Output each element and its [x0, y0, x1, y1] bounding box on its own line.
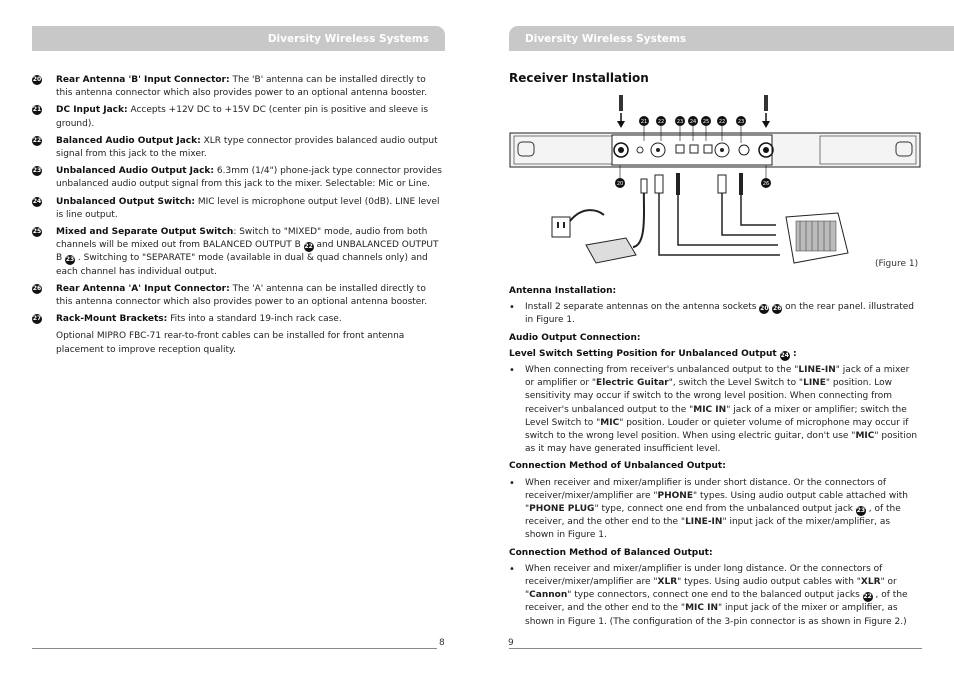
bullet-bold: LINE-IN — [685, 517, 723, 528]
figure-caption: (Figure 1) — [875, 259, 919, 269]
item-text: 6.3mm (1/4") phone-jack type connector provides unbalanced audio output signal from this jack to the mixer. Selectable: Mic or Line. — [56, 166, 442, 190]
bullet-bold: MIC IN — [685, 603, 718, 614]
item-text: The 'B' antenna can be installed directly to this antenna connector which also provides power to an optional antenna booster. — [56, 75, 428, 99]
section-title: Receiver Installation — [509, 71, 649, 85]
item-text: XLR type connector provides balanced audio output signal from this jack to the mixer. — [56, 135, 438, 160]
bullet-text: " or " — [525, 577, 897, 601]
list-item — [32, 165, 442, 191]
bullet-bold: PHONE PLUG — [529, 504, 595, 515]
level-heading-colon: : — [789, 348, 797, 359]
bullet-text: " position. Low sensitivity may occur if switch to the wrong level position. When connecting from receiver's unbalanced output to the " — [525, 378, 893, 415]
list-item — [32, 104, 442, 130]
bullet-text: " types. Using audio output cables with " — [677, 577, 861, 588]
item-text: The 'A' antenna can be installed directly to this antenna connector which also provides power to an optional antenna booster. — [56, 283, 428, 308]
callout-label: 24 — [689, 119, 697, 125]
callout-number: 20 — [32, 76, 42, 83]
inline-callout: 23 — [65, 256, 75, 264]
callout-number: 24 — [32, 197, 42, 205]
bullet-bold: MIC IN — [693, 404, 727, 415]
callout-label: 20 — [616, 181, 624, 187]
callout-bottom-2 — [761, 165, 771, 188]
item-title: Rear Antenna 'B' Input Connector: — [56, 75, 230, 85]
left-header-title: Diversity Wireless Systems — [267, 32, 429, 45]
item-title: Unbalanced Output Switch: — [56, 196, 195, 207]
item-title: Balanced Audio Output Jack: — [56, 135, 201, 146]
antenna-heading: Antenna Installation: — [509, 286, 617, 296]
list-item — [32, 74, 442, 100]
balanced-heading: Connection Method of Balanced Output: — [509, 547, 713, 558]
list-item — [32, 283, 442, 309]
level-heading — [509, 348, 921, 361]
level-heading-text: Level Switch Setting Position for Unbalanced Output — [509, 348, 780, 359]
unbalanced-bullet — [509, 477, 921, 543]
list-item — [32, 226, 442, 279]
callout-label: 23 — [737, 119, 745, 125]
list-item — [32, 135, 442, 161]
item-text: MIC level is microphone output level (0dB). LINE level is line output. — [56, 196, 440, 220]
bullet-text: " jack of a mixer or amplifier; switch the Level Switch to " — [525, 404, 907, 428]
bullet-text: " type, connect one end from the unbalanced output jack — [594, 504, 856, 515]
receiver-rear-panel — [510, 133, 920, 167]
callout-label: 23 — [676, 119, 684, 125]
inline-callout: 26 — [773, 305, 782, 313]
item-text: . Switching to "SEPARATE" mode (available in dual & quad channels only) and each channel has individual output. — [56, 253, 428, 277]
bullet-bold: LINE — [803, 378, 826, 389]
bullet-text: " jack of a mixer or amplifier or " — [525, 365, 910, 389]
inline-callout: 23 — [856, 507, 866, 515]
left-header-bar — [32, 26, 445, 51]
callout-number: 21 — [32, 106, 42, 114]
bullet-text: When receiver and mixer/amplifier is under long distance. Or the connectors of receiver/mixer/amplifier are " — [525, 563, 883, 588]
installation-text — [509, 284, 921, 633]
power-outlet-icon — [552, 217, 570, 237]
callout-label: 22 — [718, 119, 726, 125]
optional-cable-note: Optional MIPRO FBC-71 rear-to-front cables can be installed for front antenna placement to improve reception quality. — [56, 331, 405, 355]
bullet-text: When connecting from receiver's unbalanced output to the " — [525, 365, 799, 376]
callout-label: 26 — [762, 181, 770, 187]
list-item — [32, 313, 442, 326]
bullet-text: Install 2 separate antennas on the antenna sockets — [525, 302, 760, 313]
bullet-text: " type connectors, connect one end to the balanced output jacks — [567, 590, 863, 601]
bullet-bold: Electric Guitar — [596, 378, 669, 389]
receiver-installation-figure — [508, 95, 928, 275]
bullet-text: " input jack of the mixer/amplifier, as shown in Figure 1. — [525, 517, 891, 541]
right-header-title: Diversity Wireless Systems — [525, 32, 687, 45]
item-text: Accepts +12V DC to +15V DC (center pin is positive and sleeve is ground). — [56, 105, 429, 129]
right-page — [477, 0, 954, 675]
bullet-text: , of the receiver, and the other end to the " — [525, 590, 908, 614]
power-adapter-icon — [570, 191, 644, 263]
bullet-text: on the rear panel. illustrated in Figure 1. — [525, 302, 914, 326]
level-bullet — [509, 364, 921, 456]
callout-label: 21 — [640, 119, 648, 125]
inline-callout: 22 — [863, 593, 872, 601]
item-text: Fits into a standard 19-inch rack case. — [167, 314, 342, 325]
bullet-text: ", switch the Level Switch to " — [668, 378, 804, 389]
audio-heading: Audio Output Connection: — [509, 332, 641, 343]
antenna-bullet — [509, 301, 921, 327]
unbalanced-heading: Connection Method of Unbalanced Output: — [509, 461, 726, 472]
item-title: Unbalanced Audio Output Jack: — [56, 166, 215, 177]
item-text: and UNBALANCED OUTPUT B — [56, 240, 439, 264]
page-number: 9 — [508, 638, 514, 648]
bullet-bold: XLR — [860, 577, 881, 588]
inline-callout: 22 — [304, 243, 313, 251]
mixer-icon — [786, 213, 848, 263]
callout-bottom-1 — [615, 165, 625, 188]
bullet-bold: XLR — [657, 577, 678, 588]
item-title: DC Input Jack: — [56, 105, 128, 116]
item-title: Rack-Mount Brackets: — [56, 314, 168, 325]
bullet-bold: LINE-IN — [798, 365, 836, 376]
dc-plug-icon — [641, 179, 647, 193]
item-title: Mixed and Separate Output Switch — [56, 227, 234, 238]
item-text: : Switch to "MIXED" mode, audio from both channels will be mixed out from BALANCED OUTPUT B — [56, 227, 428, 251]
page-number: 8 — [439, 638, 445, 648]
item-title: Rear Antenna 'A' Input Connector: — [56, 283, 230, 294]
callout-number: 27 — [32, 315, 42, 323]
bullet-text: " position as it may have generated insufficient level. — [525, 431, 918, 455]
bullet-text: " input jack of the mixer or amplifier, as shown in Figure 1. (The configuration of the 3-pin connector is as shown in Figure 2.) — [525, 603, 907, 627]
bullet-text: When receiver and mixer/amplifier is under short distance. Or the connectors of receiver/mixer/amplifier are " — [525, 477, 886, 501]
callout-number: 26 — [32, 284, 42, 292]
antenna-a-icon — [762, 95, 770, 128]
callout-number: 23 — [32, 167, 42, 175]
footer-rule — [509, 648, 922, 649]
callout-number: 25 — [32, 228, 42, 236]
footer-rule — [32, 648, 437, 649]
list-item — [32, 196, 442, 222]
callout-label: 25 — [702, 119, 710, 125]
inline-callout: 20 — [760, 305, 769, 313]
antenna-b-icon — [617, 95, 625, 128]
bullet-text: " types. Using audio output cable attached with " — [525, 490, 908, 515]
right-header-bar — [509, 26, 954, 51]
callout-number: 22 — [32, 136, 42, 144]
bullet-text: " position. Louder or quieter volume of microphone may occur if switch to the wrong level position. When using electric guitar, don't use " — [525, 417, 909, 442]
balanced-bullet — [509, 563, 921, 629]
bullet-bold: Cannon — [529, 590, 568, 601]
bullet-bold: MIC — [855, 431, 875, 442]
inline-callout: 24 — [780, 351, 789, 359]
bullet-bold: MIC — [600, 417, 620, 428]
bullet-text: , of the receiver, and the other end to the " — [525, 504, 901, 528]
callout-label: 22 — [657, 119, 665, 125]
connector-list — [32, 74, 442, 357]
bullet-bold: PHONE — [657, 490, 693, 501]
